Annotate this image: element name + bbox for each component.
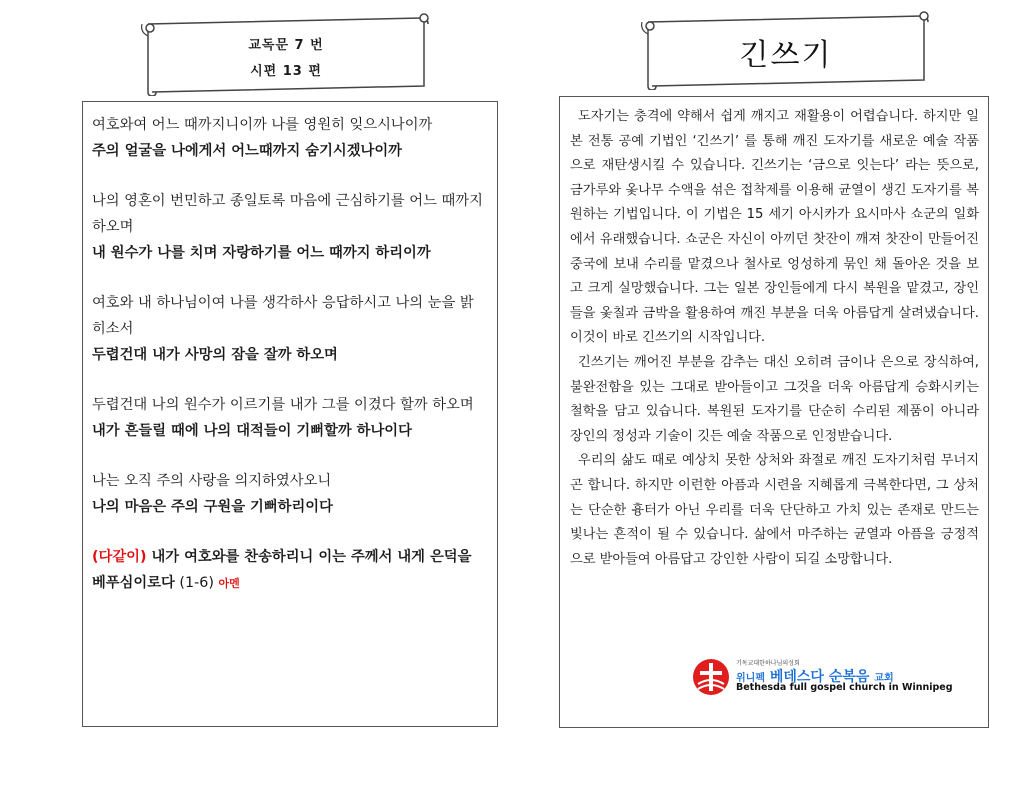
page-title: 긴쓰기 — [739, 38, 833, 73]
verse-5-leader: 나는 오직 주의 사랑을 의지하였사오니 — [92, 473, 332, 489]
verse-1 — [92, 112, 487, 164]
church-english-name: Bethesda full gospel church in Winnipeg — [736, 682, 953, 693]
church-name: 베데스다 순복음 — [769, 669, 870, 685]
verse-6 — [92, 544, 487, 597]
scroll-banner-left — [138, 12, 434, 96]
verse-reference: (1-6) — [174, 575, 219, 591]
psalm-chapter: 시편 13 편 — [250, 64, 322, 79]
church-city: 위니펙 — [736, 673, 765, 684]
church-logo — [692, 658, 972, 698]
essay-paragraph-1: 도자기는 충격에 약해서 쉽게 깨지고 재활용이 어렵습니다. 하지만 일본 전통 공예 기법인 ‘긴쓰기’ 를 통해 깨진 도자기를 새로운 예술 작품으로 재탄생시킬 수 있습니다. 긴쓰기는 ‘금으로 잇는다’ 라는 뜻으로, 금가루와 옻나무 수액을 섞은 접착제를 이용해 균열이 생긴 도자기를 복원하는 기법입니다. 이 기법은 15 세기 아시카가 요시마사 쇼군의 일화에서 유래했습니다. 쇼군은 자신이 아끼던 찻잔이 깨져 찻잔이 만들어진 중국에 보내 수리를 맡겼으나 철사로 엉성하게 묶인 채 돌아온 것을 보고 크게 실망했습니다. 그는 일본 장인들에게 다시 복원을 맡겼고, 장인들을 옻칠과 금박을 활용하여 깨진 부분을 더욱 아름답게 살려냈습니다. 이것이 바로 긴쓰기의 시작입니다. — [570, 109, 979, 346]
church-suffix: 교회 — [874, 673, 894, 684]
amen-label: 아멘 — [218, 577, 240, 590]
essay-box — [559, 96, 989, 728]
church-emblem-icon — [692, 658, 730, 696]
verse-1-congregation: 주의 얼굴을 나에게서 어느때까지 숨기시겠나이까 — [92, 143, 402, 159]
essay-paragraph-2: 긴쓰기는 깨어진 부분을 감추는 대신 오히려 금이나 은으로 장식하여, 불완전함을 있는 그대로 받아들이고 그것을 더욱 아름답게 승화시키는 철학을 담고 있습니다. 복원된 도자기를 단순히 수리된 제품이 아니라 장인의 정성과 기술이 깃든 예술 작품으로 인정받습니다. — [570, 354, 979, 444]
verse-5 — [92, 468, 487, 520]
verse-6-text: 내가 여호와를 찬송하리니 이는 주께서 내게 은덕을 베푸심이로다 — [92, 549, 472, 591]
verse-2-congregation: 내 원수가 나를 치며 자랑하기를 어느 때까지 하리이까 — [92, 245, 431, 261]
verse-4-leader: 두렵건대 나의 원수가 이르기를 내가 그를 이겼다 할까 하오며 — [92, 397, 474, 413]
scroll-frame-icon — [138, 12, 434, 96]
verse-2-leader: 나의 영혼이 번민하고 종일토록 마음에 근심하기를 어느 때까지 하오며 — [92, 193, 483, 235]
psalm-reading-box — [82, 101, 498, 727]
verse-4 — [92, 392, 487, 444]
verse-5-congregation: 나의 마음은 주의 구원을 기뻐하리이다 — [92, 499, 333, 515]
essay-paragraph-3: 우리의 삶도 때로 예상치 못한 상처와 좌절로 깨진 도자기처럼 무너지곤 합니다. 하지만 이런한 아픔과 시련을 지혜롭게 극복한다면, 그 상처는 단순한 흉터가 아닌 우리를 더욱 단단하고 가치 있는 존재로 만드는 빛나는 흔적이 될 수 있습니다. 삶에서 마주하는 균열과 아픔을 긍정적으로 받아들여 아름답고 강인한 사람이 되길 소망합니다. — [570, 453, 979, 567]
verse-1-leader: 여호와여 어느 때까지니이까 나를 영원히 잊으시나이까 — [92, 117, 433, 133]
verse-3-leader: 여호와 내 하나님이여 나를 생각하사 응답하시고 나의 눈을 밝히소서 — [92, 295, 474, 337]
verse-3 — [92, 290, 487, 368]
verse-3-congregation: 두렵건대 내가 사망의 잠을 잘까 하오며 — [92, 347, 338, 363]
hymn-reading-number: 교독문 7 번 — [248, 38, 324, 53]
scroll-banner-right — [638, 10, 934, 90]
all-together-label: (다같이) — [92, 549, 147, 565]
church-denomination: 기독교대한하나님의성회 — [736, 660, 800, 667]
verse-4-congregation: 내가 흔들릴 때에 나의 대적들이 기뻐할까 하나이다 — [92, 423, 412, 439]
verse-2 — [92, 188, 487, 266]
